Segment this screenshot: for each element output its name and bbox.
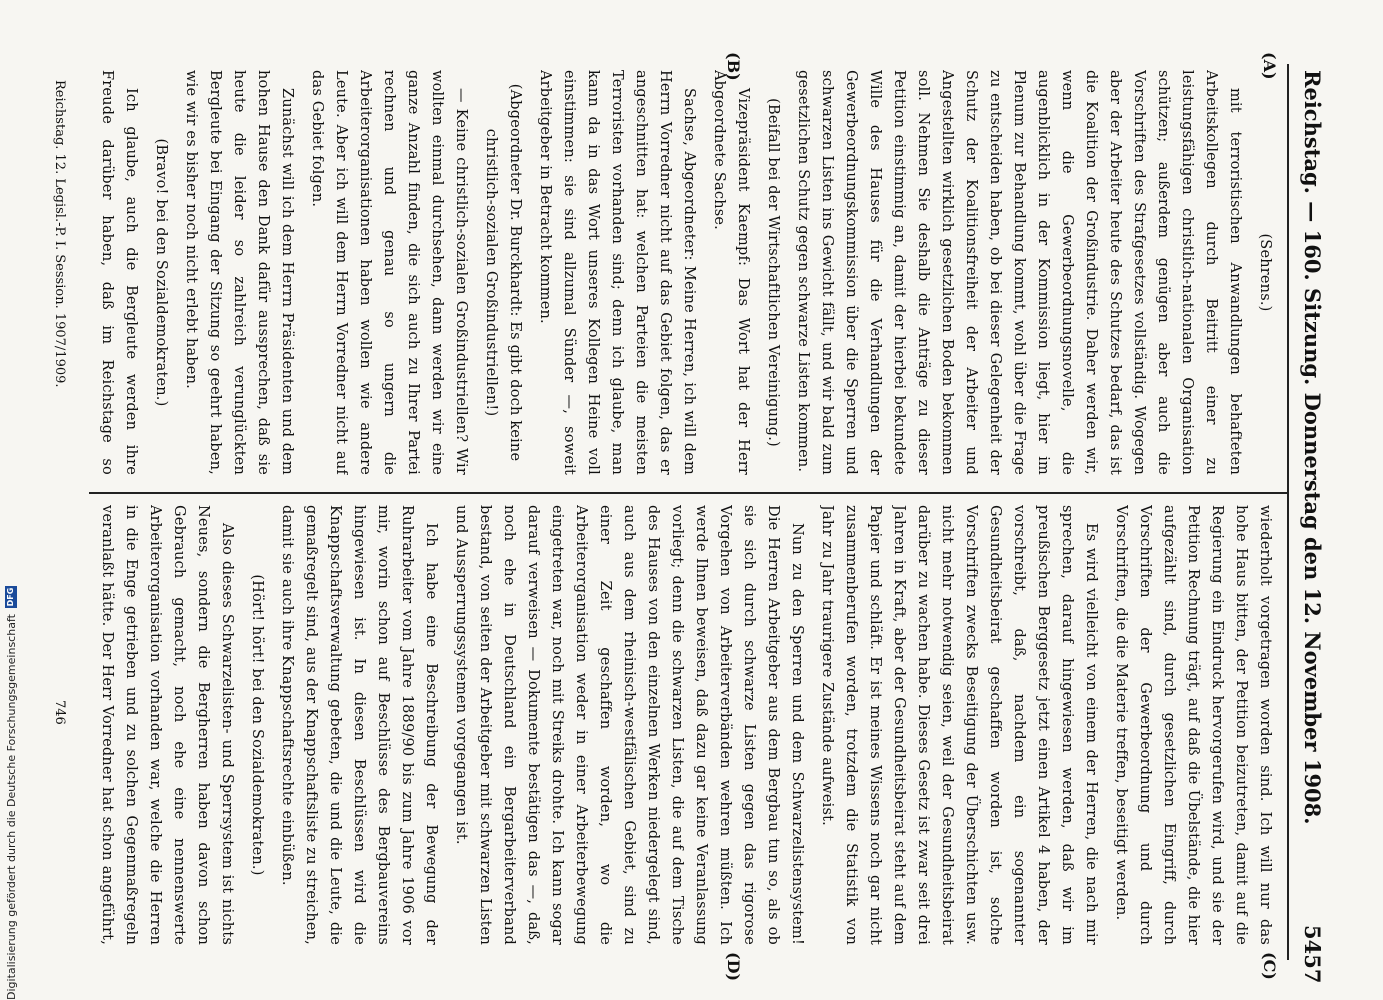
- paragraph: Ich habe eine Beschreibung der Bewegung der Ruhrarbeiter vom Jahre 1889/90 bis zum Jahre 1906 vor mir, worin schon auf Beschlüsse des Bergbauvereins hingewiesen ist. In diesen Beschlüssen wird die Knappschaftsverwaltung gebeten, die und die Leute, die gemaßregelt sind, aus der Knappschaftsliste zu streichen, damit sie auch ihre Knappschaftsrechte einbüßen.: [279, 505, 439, 945]
- footer-number: 746: [52, 700, 67, 725]
- left-column: [97, 70, 1277, 475]
- paragraph: Es wird vielleicht von einem der Herren, die nach mir sprechen, darauf hingewiesen werden, daß wir im preußischen Berggesetz jetzt einen Artikel 4 haben, der vorschreibt, daß, nachdem ein sogenannter Gesundheitsbeirat geschaffen worden ist, solche Vorschriften zwecks Beseitigung der Überschichten usw. nicht mehr notwendig seien, weil der Gesundheitsbeirat darüber zu wachen habe. Dieses Gesetz ist zwar seit drei Jahren in Kraft, aber der Gesundheitsbeirat steht auf dem Papier und schläft. Er ist meines Wissens noch gar nicht zusammenberufen worden, trotzdem die Statistik von Jahr zu Jahr traurigere Zustände aufweist.: [819, 505, 1099, 945]
- paragraph: wiederholt vorgetragen worden sind. Ich will nur das hohe Haus bitten, der Petition beizutreten, damit auf die Regierung ein Eindruck hervorgerufen wird, und sie der Petition Rechnung trägt, auf daß die Übelstände, die hier aufgezählt sind, durch gesetzlichen Eingriff, durch Vorschriften der Gewerbeordnung und durch Vorschriften, die die Materie treffen, beseitigt werden.: [1113, 505, 1273, 945]
- digitization-credit: [2, 0, 20, 1000]
- page-number: 5457: [1300, 925, 1325, 984]
- paragraph: Sachse, Abgeordneter: Meine Herren, ich will dem Herrn Vorredner nicht auf das Gebiet folgen, das er angeschnitten hat: welchen Parteien die meisten Terroristen vorhanden sind; denn ich glaube, man kann da in das Wort unseres Kollegen Heine voll einstimmen: sie sind allzumal Sünder —, soweit Arbeitgeber in Betracht kommen.: [537, 70, 697, 475]
- speaker-note: (Sehrens.): [1257, 233, 1273, 312]
- interjection: (Hört! hört! bei den Sozialdemokraten.): [249, 574, 265, 876]
- marker-b: (B): [724, 52, 743, 81]
- paragraph: — Keine christlich-sozialen Großindustriellen? Wir wollten einmal durchsehen, dann werden wir eine ganze Anzahl finden, die sich auch zu Ihrer Partei rechnen und genau so ungern die Arbeiterorganisationen haben wollen wie andere Leute. Aber ich will dem Herrn Vorredner nicht auf das Gebiet folgen.: [309, 70, 469, 475]
- column-divider: [89, 492, 1287, 494]
- header-rule: [1287, 64, 1289, 960]
- paragraph: Vizepräsident Kaempf: Das Wort hat der Herr Abgeordnete Sachse.: [711, 70, 751, 475]
- paragraph: Ich glaube, auch die Bergleute werden ihre Freude darüber haben, daß im Reichstage so: [99, 70, 139, 475]
- interjection: (Abgeordneter Dr. Burckhardt: Es gibt doch keine christlich-sozialen Großindustriellen!): [483, 83, 523, 462]
- paragraph: Zunächst will ich dem Herrn Präsidenten und dem hohen Hause den Dank dafür aussprechen, daß sie heute die leider so zahlreich verunglückten Bergleute bei Eingang der Sitzung so geehrt haben, wie wir es bisher noch nicht erlebt haben.: [183, 70, 295, 475]
- marker-d: (D): [724, 952, 743, 982]
- page-footer: Reichstag. 12. Legisl.-P. I. Session. 1907/1909.: [52, 80, 67, 388]
- paragraph: Nun zu den Sperren und dem Schwarzelistensystem! Die Herren Arbeitgeber aus dem Bergbau tun so, als ob sie sich durch schwarze Listen gegen das rigorose Vorgehen von Arbeiterverbänden wehren müßten. Ich werde Ihnen beweisen, daß dazu gar keine Veranlassung vorliegt; denn die schwarzen Listen, die auf dem Tische des Hauses von den einzelnen Werken niedergelegt sind, auch aus dem rheinisch-westfälischen Gebiet, sind zu einer Zeit geschaffen worden, wo die Arbeiterorganisation weder in einer Arbeiterbewegung eingetreten war, noch mit Streiks drohte. Ich kann sogar darauf verweisen — Dokumente bestätigen das —, daß, noch ehe in Deutschland ein Bergarbeiterverband bestand, von seiten der Arbeitgeber mit schwarzen Listen und Aussperrungssystemen vorgegangen ist.: [453, 505, 805, 945]
- right-column: [97, 505, 1277, 945]
- interjection: (Bravo! bei den Sozialdemokraten.): [153, 138, 169, 407]
- marker-a: (A): [1260, 52, 1279, 80]
- dfg-logo-icon: DFG: [6, 587, 15, 607]
- paragraph: mit terroristischen Anwandlungen behafteten Arbeitskollegen durch Beitritt einer zu leistungsfähigen christlich-nationalen Organisation schützen; außerdem genügen aber auch die Vorschriften des Strafgesetzes vollständig. Wogegen aber der Arbeiter heute des Schutzes bedarf, das ist die Koalition der Großindustrie. Daher werden wir, wenn die Gewerbeordnungsnovelle, die augenblicklich in der Kommission liegt, hier im Plenum zur Behandlung kommt, wohl über die Frage zu entscheiden haben, ob bei dieser Gelegenheit der Schutz der Koalitionsfreiheit der Arbeiter und Angestellten wirklich gesetzlichen Boden bekommen soll. Nehmen Sie deshalb die Anträge zu dieser Petition einstimmig an, damit der hierbei bekundete Wille des Hauses für die Verhandlungen der Gewerbeordnungskommission über die Sperren und schwarzen Listen ins Gewicht fällt, und wir bald zum gesetzlichen Schutz gegen schwarze Listen kommen.: [795, 70, 1243, 475]
- interjection: (Beifall bei der Wirtschaftlichen Vereinigung.): [765, 98, 781, 447]
- page-header: Reichstag. — 160. Sitzung. Donnerstag den 12. November 1908.: [1300, 70, 1325, 825]
- credit-text: Digitalisierung gefördert durch die Deutsche Forschungsgemeinschaft: [4, 614, 18, 1000]
- paragraph: Also dieses Schwarzelisten- und Sperrsystem ist nichts Neues, sondern die Bergherren haben davon schon Gebrauch gemacht, noch ehe eine nennenswerte Arbeiterorganisation vorhanden war, welche die Herren in die Enge getrieben und zu solchen Gegenmaßregeln veranlaßt hätte. Der Herr Vorredner hat schon angeführt,: [99, 505, 235, 945]
- marker-c: (C): [1260, 952, 1279, 980]
